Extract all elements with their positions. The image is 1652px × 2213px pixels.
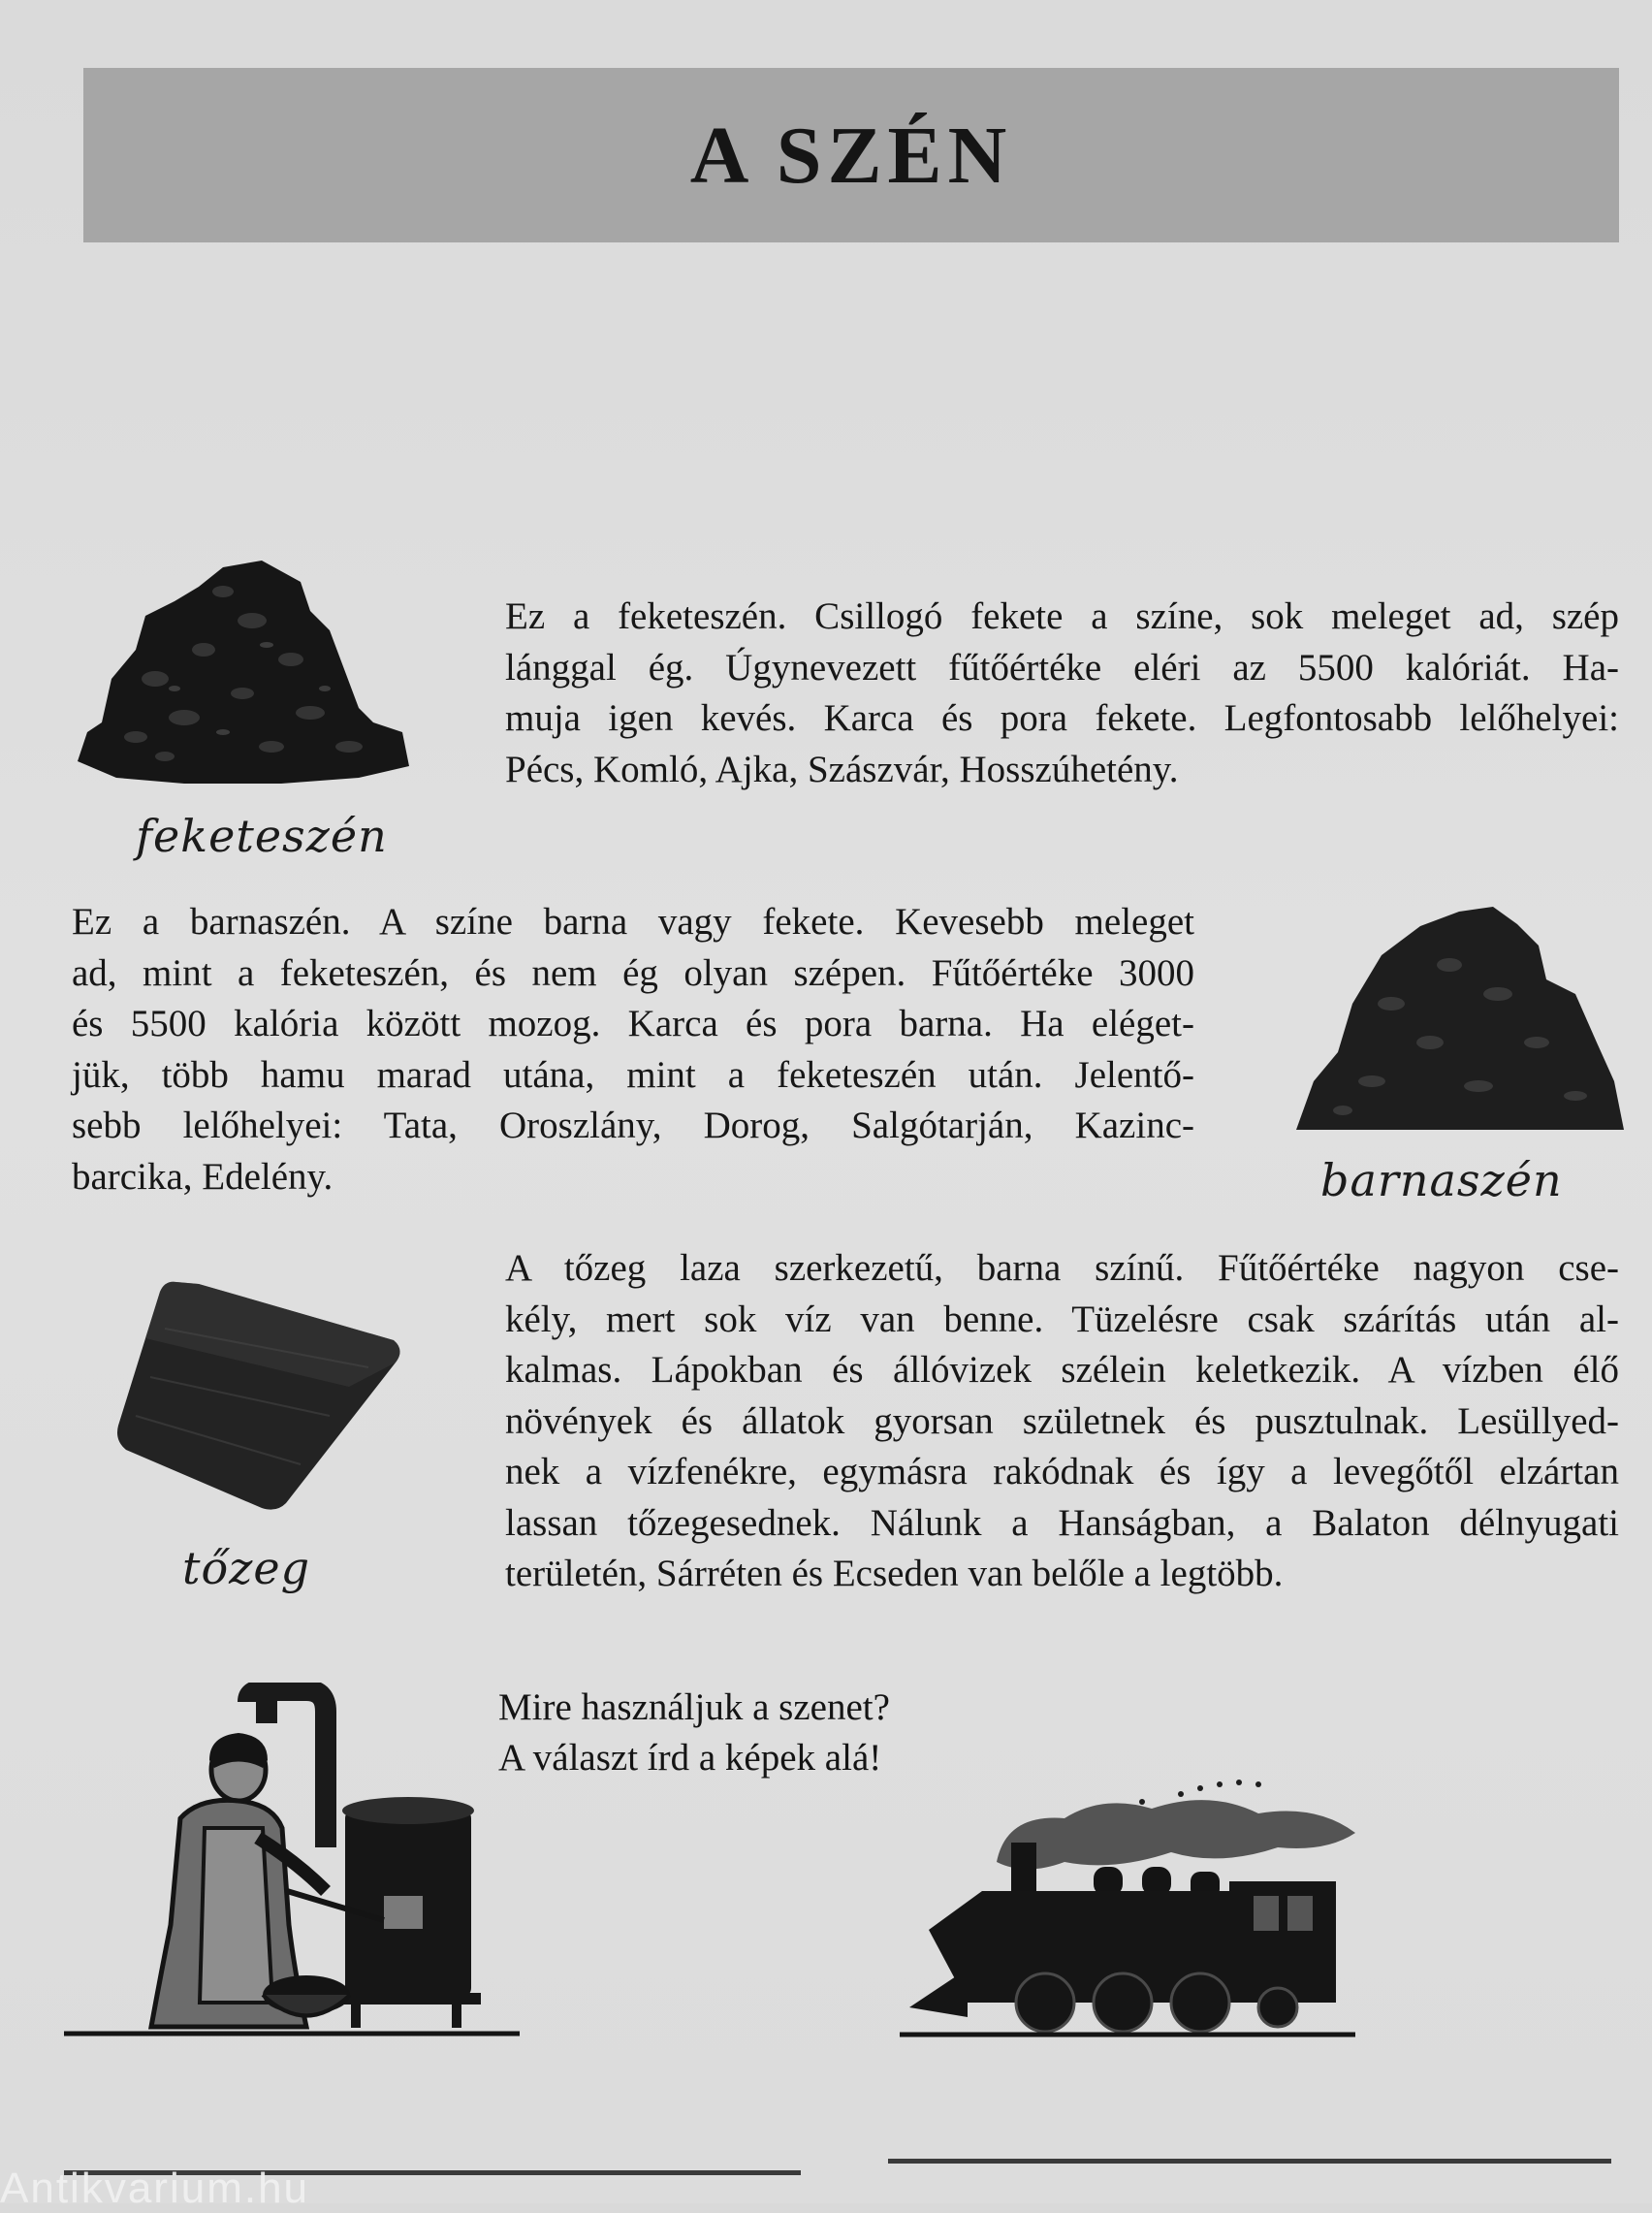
title-banner xyxy=(83,68,1619,242)
text-line: jük, több hamu marad utána, mint a feketeszén után. Jelentő- xyxy=(72,1053,1194,1096)
text-line: muja igen kevés. Karca és pora fekete. Legfontosabb lelőhelyei: xyxy=(505,697,1619,739)
peat-illustration xyxy=(107,1270,417,1523)
question-text xyxy=(498,1683,890,1783)
watermark: Antikvarium.hu xyxy=(0,2165,310,2212)
peat-label: tőzeg xyxy=(182,1542,311,1594)
black-coal-paragraph xyxy=(505,592,1619,795)
text-line: Ez a barnaszén. A színe barna vagy fekete. Kevesebb meleget xyxy=(72,901,1194,943)
brown-coal-paragraph xyxy=(72,897,1194,1203)
text-line: és 5500 kalória között mozog. Karca és pora barna. Ha eléget- xyxy=(72,1003,1194,1044)
page-title: A SZÉN xyxy=(689,111,1013,201)
text-line: kalmas. Lápokban és állóvizek szélein keletkezik. A vízben élő xyxy=(505,1349,1619,1391)
locomotive-illustration xyxy=(890,1775,1363,2046)
text-line: nek a vízfenékre, egymásra rakódnak és így a levegőtől elzártan xyxy=(505,1451,1619,1492)
text-line: barcika, Edelény. xyxy=(72,1155,334,1198)
text-line: sebb lelőhelyei: Tata, Oroszlány, Dorog, Salgótarján, Kazinc- xyxy=(72,1105,1194,1146)
text-line: A tőzeg laza szerkezetű, barna színű. Fűtőértéke nagyon cse- xyxy=(505,1247,1619,1289)
text-line: Ez a feketeszén. Csillogó fekete a színe, sok meleget ad, szép xyxy=(505,595,1619,637)
text-line: Pécs, Komló, Ajka, Szászvár, Hosszúhetény. xyxy=(505,748,1179,790)
black-coal-illustration xyxy=(68,524,417,795)
question-line: Mire használjuk a szenet? xyxy=(498,1686,890,1728)
text-line: területén, Sárréten és Ecseden van belőle a legtöbb. xyxy=(505,1553,1284,1594)
peat-paragraph xyxy=(505,1243,1619,1600)
answer-line-right[interactable] xyxy=(888,2159,1611,2164)
text-line: lassan tőzegesednek. Nálunk a Hanságban, a Balaton délnyugati xyxy=(505,1501,1619,1544)
black-coal-label: feketeszén xyxy=(136,810,388,862)
text-line: kély, mert sok víz van benne. Tüzelésre csak szárítás után al- xyxy=(505,1298,1619,1340)
stove-woman-illustration xyxy=(64,1683,529,2041)
text-line: lánggal ég. Úgynevezett fűtőértéke eléri az 5500 kalóriát. Ha- xyxy=(505,646,1619,689)
text-line: növények és állatok gyorsan születnek és pusztulnak. Lesüllyed- xyxy=(505,1399,1619,1442)
brown-coal-label: barnaszén xyxy=(1320,1154,1563,1206)
brown-coal-illustration xyxy=(1285,887,1634,1139)
text-line: ad, mint a feketeszén, és nem ég olyan szépen. Fűtőértéke 3000 xyxy=(72,951,1194,994)
question-line: A választ írd a képek alá! xyxy=(498,1737,882,1779)
